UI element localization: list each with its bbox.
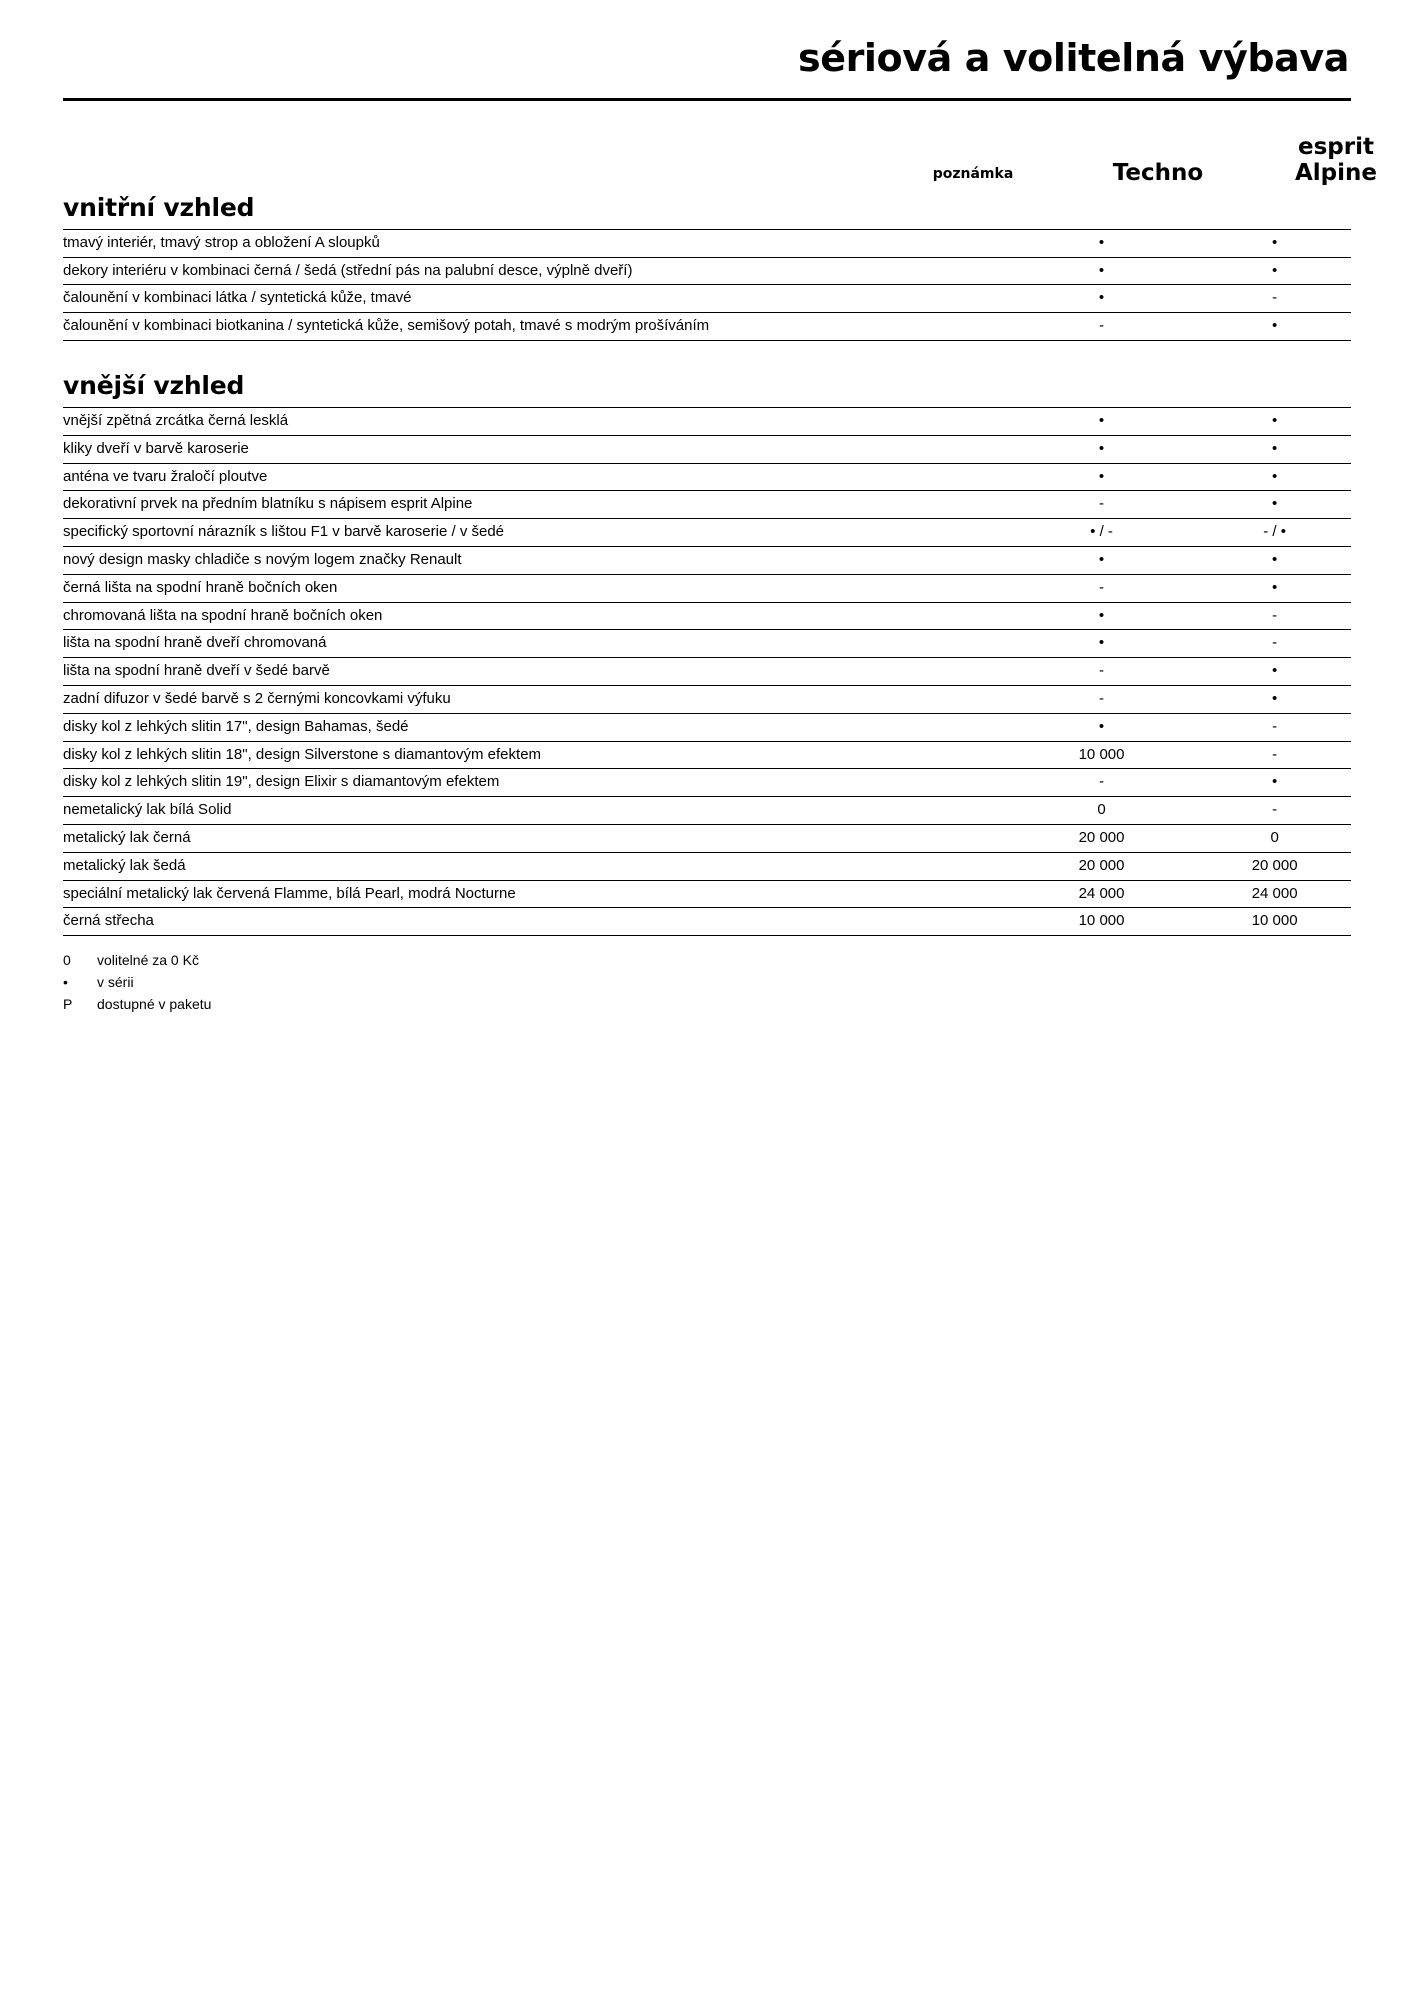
techno-value: • bbox=[1098, 289, 1105, 307]
esprit-alpine-value: • bbox=[1272, 550, 1278, 568]
esprit-alpine-value: - bbox=[1272, 634, 1278, 652]
table-row bbox=[63, 880, 1351, 908]
note-value bbox=[837, 257, 1005, 285]
legend-text: v sérii bbox=[97, 973, 134, 990]
feature-label: nový design masky chladiče s novým logem značky Renault bbox=[63, 550, 462, 568]
section-title: vnitřní vzhled bbox=[63, 192, 255, 222]
note-value bbox=[837, 852, 1005, 880]
esprit-alpine-value: 24 000 bbox=[1251, 884, 1298, 902]
esprit-alpine-value: • bbox=[1272, 689, 1278, 707]
table-row bbox=[63, 257, 1351, 285]
feature-label: nemetalický lak bílá Solid bbox=[63, 801, 232, 819]
note-value bbox=[837, 546, 1005, 574]
feature-label: chromovaná lišta na spodní hraně bočních oken bbox=[63, 606, 383, 624]
techno-value: - bbox=[1099, 317, 1105, 335]
feature-label: disky kol z lehkých slitin 17", design Bahamas, šedé bbox=[63, 717, 409, 735]
legend-symbol: • bbox=[63, 973, 68, 990]
techno-value: • bbox=[1098, 439, 1105, 457]
column-header-esprit-line1: esprit bbox=[1298, 134, 1374, 161]
spec-sections bbox=[63, 193, 1351, 936]
feature-label: disky kol z lehkých slitin 19", design Elixir s diamantovým efektem bbox=[63, 773, 500, 791]
techno-value: 20 000 bbox=[1078, 828, 1125, 846]
table-row bbox=[63, 574, 1351, 602]
feature-label: kliky dveří v barvě karoserie bbox=[63, 439, 249, 457]
feature-label: specifický sportovní nárazník s lištou F1 v barvě karoserie / v šedé bbox=[63, 523, 505, 541]
feature-label: metalický lak černá bbox=[63, 828, 191, 846]
feature-label: zadní difuzor v šedé barvě s 2 černými koncovkami výfuku bbox=[63, 689, 451, 707]
spec-table bbox=[63, 407, 1351, 936]
legend-item bbox=[63, 950, 1351, 972]
esprit-alpine-value: 0 bbox=[1270, 828, 1279, 846]
techno-value: - bbox=[1099, 495, 1105, 513]
esprit-alpine-value: • bbox=[1272, 439, 1278, 457]
table-row bbox=[63, 797, 1351, 825]
note-value bbox=[837, 313, 1005, 341]
feature-label: čalounění v kombinaci látka / syntetická kůže, tmavé bbox=[63, 289, 412, 307]
legend-item bbox=[63, 994, 1351, 1016]
esprit-alpine-value: • bbox=[1272, 662, 1278, 680]
table-row bbox=[63, 852, 1351, 880]
table-row bbox=[63, 713, 1351, 741]
note-value bbox=[837, 630, 1005, 658]
column-header-note: poznámka bbox=[932, 166, 1014, 183]
note-value bbox=[837, 824, 1005, 852]
techno-value: 10 000 bbox=[1078, 912, 1125, 930]
esprit-alpine-value: • bbox=[1272, 317, 1278, 335]
table-row bbox=[63, 658, 1351, 686]
note-value bbox=[837, 908, 1005, 936]
esprit-alpine-value: • bbox=[1272, 411, 1278, 429]
feature-label: lišta na spodní hraně dveří chromovaná bbox=[63, 634, 327, 652]
esprit-alpine-value: • bbox=[1272, 261, 1278, 279]
note-value bbox=[837, 407, 1005, 435]
table-row bbox=[63, 630, 1351, 658]
note-value bbox=[837, 797, 1005, 825]
page-title: sériová a volitelná výbava bbox=[798, 36, 1349, 80]
techno-value: • bbox=[1098, 717, 1105, 735]
esprit-alpine-value: • bbox=[1272, 233, 1278, 251]
table-row bbox=[63, 908, 1351, 936]
table-row bbox=[63, 407, 1351, 435]
column-header-techno: Techno bbox=[1112, 160, 1204, 187]
note-value bbox=[837, 713, 1005, 741]
feature-label: dekorativní prvek na předním blatníku s nápisem esprit Alpine bbox=[63, 495, 473, 513]
note-value bbox=[837, 229, 1005, 257]
note-value bbox=[837, 574, 1005, 602]
esprit-alpine-value: • bbox=[1272, 495, 1278, 513]
table-row bbox=[63, 519, 1351, 547]
techno-value: • / - bbox=[1090, 523, 1113, 541]
esprit-alpine-value: • bbox=[1272, 773, 1278, 791]
feature-label: černá střecha bbox=[63, 912, 154, 930]
esprit-alpine-value: - / • bbox=[1263, 523, 1286, 541]
note-value bbox=[837, 519, 1005, 547]
note-value bbox=[837, 491, 1005, 519]
esprit-alpine-value: - bbox=[1272, 289, 1278, 307]
note-value bbox=[837, 880, 1005, 908]
feature-label: tmavý interiér, tmavý strop a obložení A sloupků bbox=[63, 233, 380, 251]
techno-value: • bbox=[1098, 261, 1105, 279]
esprit-alpine-value: • bbox=[1272, 578, 1278, 596]
techno-value: - bbox=[1099, 578, 1105, 596]
esprit-alpine-value: 20 000 bbox=[1251, 856, 1298, 874]
feature-label: dekory interiéru v kombinaci černá / šedá (střední pás na palubní desce, výplně dveří) bbox=[63, 261, 633, 279]
spec-section bbox=[63, 193, 1351, 341]
feature-label: čalounění v kombinaci biotkanina / syntetická kůže, semišový potah, tmavé s modrým prošíváním bbox=[63, 317, 710, 335]
techno-value: • bbox=[1098, 634, 1105, 652]
column-header-esprit-alpine bbox=[1261, 135, 1411, 187]
table-row bbox=[63, 229, 1351, 257]
note-value bbox=[837, 602, 1005, 630]
esprit-alpine-value: 10 000 bbox=[1251, 912, 1298, 930]
techno-value: • bbox=[1098, 550, 1105, 568]
note-value bbox=[837, 658, 1005, 686]
section-title: vnější vzhled bbox=[63, 370, 245, 400]
note-value bbox=[837, 435, 1005, 463]
legend bbox=[63, 950, 1351, 1015]
note-value bbox=[837, 741, 1005, 769]
techno-value: 24 000 bbox=[1078, 884, 1125, 902]
table-row bbox=[63, 313, 1351, 341]
techno-value: • bbox=[1098, 233, 1105, 251]
feature-label: metalický lak šedá bbox=[63, 856, 186, 874]
feature-label: anténa ve tvaru žraločí ploutve bbox=[63, 467, 268, 485]
spec-section bbox=[63, 371, 1351, 936]
feature-label: speciální metalický lak červená Flamme, bílá Pearl, modrá Nocturne bbox=[63, 884, 516, 902]
note-value bbox=[837, 285, 1005, 313]
feature-label: lišta na spodní hraně dveří v šedé barvě bbox=[63, 662, 330, 680]
esprit-alpine-value: • bbox=[1272, 467, 1278, 485]
table-row bbox=[63, 602, 1351, 630]
techno-value: 20 000 bbox=[1078, 856, 1125, 874]
column-headers bbox=[63, 101, 1377, 193]
techno-value: - bbox=[1099, 689, 1105, 707]
table-row bbox=[63, 285, 1351, 313]
note-value bbox=[837, 685, 1005, 713]
legend-symbol: P bbox=[63, 995, 73, 1012]
techno-value: • bbox=[1098, 467, 1105, 485]
techno-value: - bbox=[1099, 773, 1105, 791]
table-row bbox=[63, 435, 1351, 463]
techno-value: 0 bbox=[1097, 801, 1106, 819]
document-header bbox=[63, 0, 1351, 101]
table-row bbox=[63, 824, 1351, 852]
feature-label: černá lišta na spodní hraně bočních oken bbox=[63, 578, 338, 596]
esprit-alpine-value: - bbox=[1272, 745, 1278, 763]
table-row bbox=[63, 546, 1351, 574]
legend-text: volitelné za 0 Kč bbox=[97, 952, 199, 969]
legend-text: dostupné v paketu bbox=[97, 995, 212, 1012]
techno-value: • bbox=[1098, 411, 1105, 429]
techno-value: - bbox=[1099, 662, 1105, 680]
note-value bbox=[837, 769, 1005, 797]
table-row bbox=[63, 741, 1351, 769]
table-row bbox=[63, 463, 1351, 491]
legend-symbol: 0 bbox=[63, 952, 71, 969]
note-value bbox=[837, 463, 1005, 491]
spec-table bbox=[63, 229, 1351, 341]
table-row bbox=[63, 491, 1351, 519]
esprit-alpine-value: - bbox=[1272, 717, 1278, 735]
esprit-alpine-value: - bbox=[1272, 606, 1278, 624]
table-row bbox=[63, 769, 1351, 797]
feature-label: disky kol z lehkých slitin 18", design Silverstone s diamantovým efektem bbox=[63, 745, 542, 763]
techno-value: • bbox=[1098, 606, 1105, 624]
feature-label: vnější zpětná zrcátka černá lesklá bbox=[63, 411, 289, 429]
esprit-alpine-value: - bbox=[1272, 801, 1278, 819]
techno-value: 10 000 bbox=[1078, 745, 1125, 763]
column-header-esprit-line2: Alpine bbox=[1294, 160, 1377, 187]
table-row bbox=[63, 685, 1351, 713]
legend-item bbox=[63, 972, 1351, 994]
